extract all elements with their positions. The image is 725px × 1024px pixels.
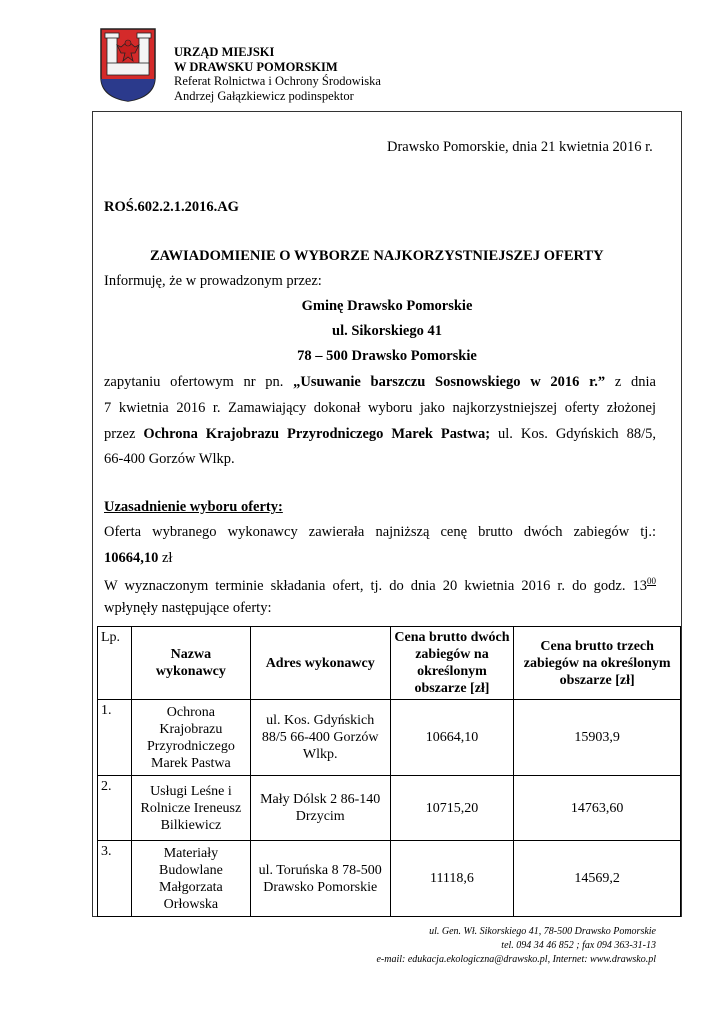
body-paragraph-line3 — [104, 426, 656, 443]
row-price-three: 14569,2 — [514, 841, 681, 917]
footer-contact — [376, 925, 656, 967]
header-price-two: Cena brutto dwóch zabiegów na określonym obszarze [zł] — [390, 627, 514, 700]
body-paragraph-line4: 66-400 Gorzów Wlkp. — [104, 451, 235, 467]
row-address: ul. Kos. Gdyńskich 88/5 66-400 Gorzów Wlkp. — [250, 700, 390, 776]
body-paragraph-line2: 7 kwietnia 2016 r. Zamawiający dokonał wyboru jako najkorzystniejszej oferty złożonej — [104, 400, 656, 416]
row-lp: 1. — [98, 700, 132, 776]
body-paragraph-line1 — [104, 374, 656, 391]
row-price-three: 14763,60 — [514, 776, 681, 841]
body-text: przez — [104, 426, 136, 442]
justification-line3 — [104, 576, 656, 595]
header-price-three: Cena brutto trzech zabiegów na określonym obszarze [zł] — [514, 627, 681, 700]
footer-phone: tel. 094 34 46 852 ; fax 094 363-31-13 — [501, 940, 656, 951]
document-date: Drawsko Pomorskie, dnia 21 kwietnia 2016 r. — [387, 139, 653, 155]
deadline-text: W wyznaczonym terminie składania ofert, tj. do dnia 20 kwietnia 2016 r. do godz. 13 — [104, 577, 647, 594]
justification-heading: Uzasadnienie wyboru oferty: — [104, 499, 283, 515]
currency: zł — [162, 550, 173, 566]
justification-line1: Oferta wybranego wykonawcy zawierała najniższą cenę brutto dwóch zabiegów tj.: — [104, 524, 656, 540]
official-name: Andrzej Gałązkiewicz podinspektor — [174, 88, 354, 103]
authority-street: ul. Sikorskiego 41 — [332, 323, 442, 339]
intro-text: Informuję, że w prowadzonym przez: — [104, 273, 322, 289]
row-price-three: 15903,9 — [514, 700, 681, 776]
header-lp: Lp. — [98, 627, 132, 700]
footer-email-web: e-mail: edukacja.ekologiczna@drawsko.pl, Internet: www.drawsko.pl — [376, 954, 656, 965]
table-row — [98, 776, 681, 841]
authority-name: Gminę Drawsko Pomorskie — [301, 298, 473, 314]
row-price-two: 10664,10 — [390, 700, 514, 776]
body-text: z dnia — [614, 374, 656, 390]
row-name: Ochrona Krajobrazu Przyrodniczego Marek Pastwa — [131, 700, 250, 776]
row-address: Mały Dólsk 2 86-140 Drzycim — [250, 776, 390, 841]
office-name-line2: W DRAWSKU POMORSKIM — [174, 59, 338, 74]
office-header — [174, 45, 381, 103]
deadline-minutes: 00 — [647, 576, 656, 586]
justification-amount-line — [104, 550, 172, 567]
header-address: Adres wykonawcy — [250, 627, 390, 700]
body-text: zapytaniu ofertowym nr pn. — [104, 374, 284, 390]
body-text: ul. Kos. Gdyńskich 88/5, — [498, 426, 657, 442]
document-title: ZAWIADOMIENIE O WYBORZE NAJKORZYSTNIEJSZEJ OFERTY — [150, 248, 604, 264]
row-name: Usługi Leśne i Rolnicze Ireneusz Bilkiewicz — [131, 776, 250, 841]
row-name: Materiały Budowlane Małgorzata Orłowska — [131, 841, 250, 917]
table-row — [98, 841, 681, 917]
justification-line4: wpłynęły następujące oferty: — [104, 600, 272, 616]
row-price-two: 10715,20 — [390, 776, 514, 841]
selected-company: Ochrona Krajobrazu Przyrodniczego Marek Pastwa; — [143, 426, 491, 442]
department: Referat Rolnictwa i Ochrony Środowiska — [174, 74, 381, 88]
offers-table — [97, 626, 681, 917]
reference-number: ROŚ.602.2.1.2016.AG — [104, 199, 239, 215]
table-row — [98, 700, 681, 776]
coat-of-arms-icon — [99, 27, 157, 103]
authority-city: 78 – 500 Drawsko Pomorskie — [297, 348, 477, 364]
footer-address: ul. Gen. Wł. Sikorskiego 41, 78-500 Drawsko Pomorskie — [429, 926, 656, 937]
lowest-price: 10664,10 — [104, 550, 159, 566]
row-lp: 2. — [98, 776, 132, 841]
office-name-line1: URZĄD MIEJSKI — [174, 45, 275, 59]
row-address: ul. Toruńska 8 78-500 Drawsko Pomorskie — [250, 841, 390, 917]
table-header-row — [98, 627, 681, 700]
header-name: Nazwa wykonawcy — [131, 627, 250, 700]
row-lp: 3. — [98, 841, 132, 917]
row-price-two: 11118,6 — [390, 841, 514, 917]
tender-title: „Usuwanie barszczu Sosnowskiego w 2016 r.” — [293, 374, 606, 390]
